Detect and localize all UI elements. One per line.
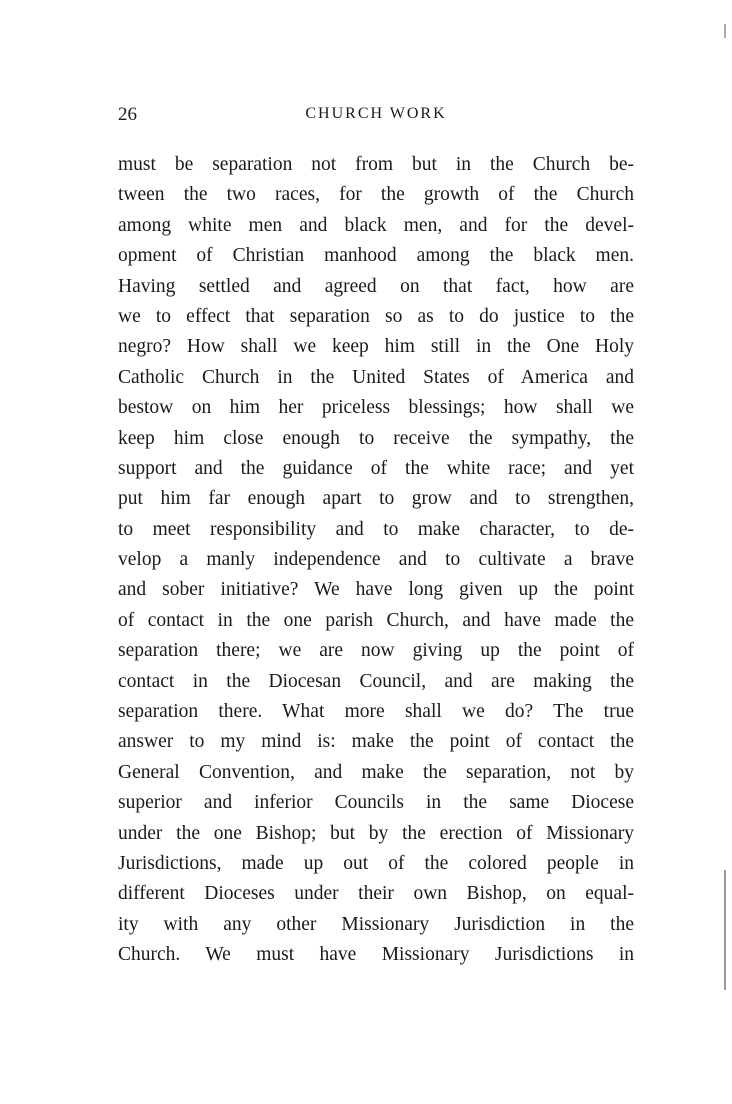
page-header [118, 104, 634, 130]
text-line: General Convention, and make the separation, not by [118, 761, 634, 783]
text-line: Jurisdictions, made up out of the colored people in [118, 852, 634, 874]
body-text [118, 150, 634, 971]
text-line: keep him close enough to receive the sympathy, the [118, 427, 634, 449]
text-line: Catholic Church in the United States of America and [118, 366, 634, 388]
text-line: among white men and black men, and for the devel- [118, 214, 634, 236]
text-line: superior and inferior Councils in the same Diocese [118, 792, 634, 814]
text-line: Church. We must have Missionary Jurisdictions in [118, 944, 634, 966]
text-line: support and the guidance of the white race; and yet [118, 457, 634, 479]
text-line: separation there. What more shall we do? The true [118, 701, 634, 723]
text-line: must be separation not from but in the Church be- [118, 154, 634, 175]
text-line: velop a manly independence and to cultivate a brave [118, 549, 634, 571]
text-line: bestow on him her priceless blessings; how shall we [118, 397, 634, 419]
text-line: negro? How shall we keep him still in the One Holy [118, 336, 634, 358]
running-head: CHURCH WORK [305, 105, 447, 122]
text-line: under the one Bishop; but by the erection of Missionary [118, 822, 634, 844]
text-line: separation there; we are now giving up the point of [118, 640, 634, 662]
text-line: contact in the Diocesan Council, and are making the [118, 670, 634, 692]
text-line: of contact in the one parish Church, and have made the [118, 609, 634, 631]
text-line: opment of Christian manhood among the black men. [118, 245, 634, 267]
text-line: put him far enough apart to grow and to strengthen, [118, 488, 634, 510]
page-number: 26 [118, 104, 137, 125]
text-line: we to effect that separation so as to do justice to the [118, 305, 634, 327]
text-line: Having settled and agreed on that fact, how are [118, 275, 634, 297]
text-line: tween the two races, for the growth of the Church [118, 184, 634, 206]
scan-edge-mark-top [724, 24, 726, 38]
text-line: ity with any other Missionary Jurisdiction in the [118, 913, 634, 935]
text-line: different Dioceses under their own Bishop, on equal- [118, 883, 634, 905]
text-line: to meet responsibility and to make character, to de- [118, 518, 634, 540]
scan-edge-mark-bottom [724, 870, 726, 990]
text-line: and sober initiative? We have long given up the point [118, 579, 634, 601]
text-line: answer to my mind is: make the point of contact the [118, 731, 634, 753]
